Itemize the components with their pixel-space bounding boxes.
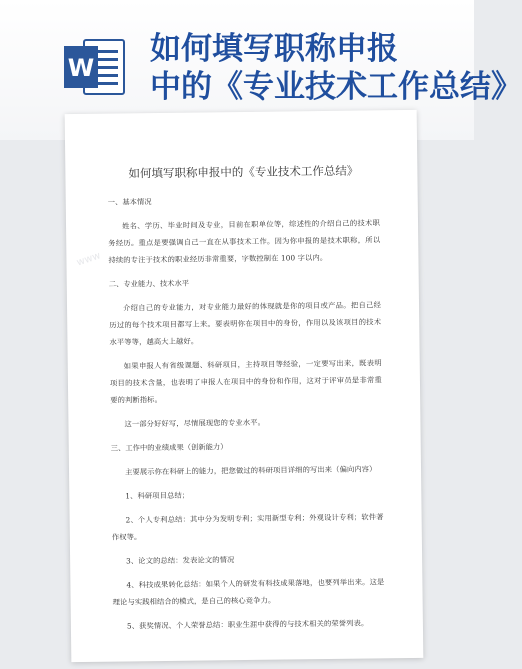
list-item: 4、科技成果转化总结：如果个人的研发有科技成果落地，也要列举出来。这是理论与实践相结合的模式，是自己的核心竞争力。	[112, 577, 385, 607]
section-heading: 二、专业能力、技术水平	[108, 278, 190, 289]
watermark: www	[75, 250, 103, 269]
word-document-icon	[62, 34, 128, 100]
list-item: 2、个人专利总结：其中分为发明专利；实用新型专利；外观设计专利；软件著作权等。	[111, 512, 384, 542]
paragraph: 介绍自己的专业能力，对专业能力最好的体现就是你的项目或产品。把自己经历过的每个技术项目都写上来。要表明你在项目中的身份，作用以及该项目的技术水平等等，越高大上越好。	[109, 300, 382, 347]
logo-letter: W	[67, 54, 95, 82]
header-title	[150, 30, 522, 110]
paragraph: 姓名、学历、毕业时间及专业，目前在职单位等，综述性的介绍自己的技术职务经历。重点是要强调自己一直在从事技术工作。因为你申报的是技术职称，所以持续的专注于技术的职业经历非常重要，字数控制在 100 字以内。	[108, 218, 381, 265]
list-item: 1、科研项目总结；	[125, 490, 190, 501]
list-item: 3、论文的总结：发表论文的情况	[126, 555, 235, 566]
section-heading: 三、工作中的业绩成果（创新能力）	[110, 442, 228, 453]
title-line-1: 如何填写职称申报	[150, 31, 398, 67]
paragraph: 这一部分好好写，尽情展现您的专业水平。	[124, 417, 266, 429]
document-title: 如何填写职称申报中的《专业技术工作总结》	[128, 163, 359, 181]
document-page	[65, 110, 424, 662]
document-body	[107, 162, 385, 641]
list-item: 5、获奖情况、个人荣誉总结：职业生涯中获得的与技术相关的荣誉列表。	[126, 618, 369, 631]
section-heading: 一、基本情况	[107, 197, 152, 207]
title-line-2: 中的《专业技术工作总结》	[150, 69, 522, 105]
paragraph: 主要展示你在科研上的能力，把您做过的科研项目详细的写出来（偏向内容）	[124, 464, 377, 477]
paragraph: 如果申报人有省级课题、科研项目，主持项目等经验，一定要写出来，既表明项目的技术含量，也表明了申报人在项目中的身份和作用，这对于评审员是非常重要的判断指标。	[109, 358, 382, 405]
